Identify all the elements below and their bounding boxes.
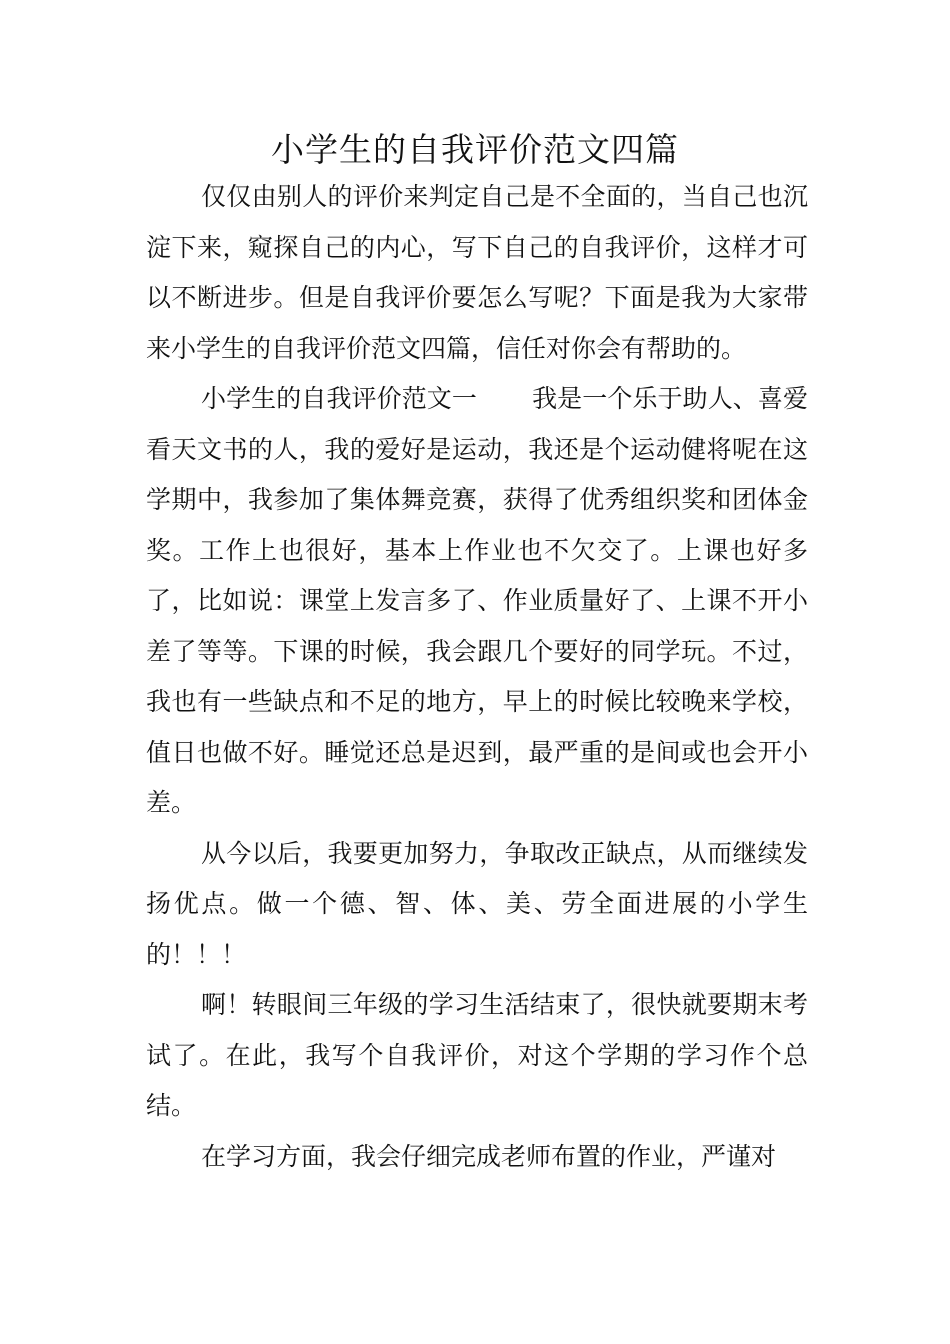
section-one-heading: 小学生的自我评价范文一 [201,384,477,413]
page-title: 小学生的自我评价范文四篇 [271,130,679,169]
document-body [146,172,808,1182]
section-one-text: 我是一个乐于助人、喜爱看天文书的人，我的爱好是运动，我还是个运动健将呢在这学期中，我参加了集体舞竞赛，获得了优秀组织奖和团体金奖。工作上也很好，基本上作业也不欠交了。上课也好多了，比如说：课堂上发言多了、作业质量好了、上课不开小差了等等。下课的时候，我会跟几个要好的同学玩。不过，我也有一些缺点和不足的地方，早上的时候比较晚来学校，值日也做不好。睡觉还总是迟到，最严重的是间或也会开小差。 [146,384,808,817]
section-two-study-paragraph: 在学习方面，我会仔细完成老师布置的作业，严谨对 [201,1141,777,1171]
intro-paragraph: 仅仅由别人的评价来判定自己是不全面的，当自己也沉淀下来，窥探自己的内心，写下自己的自我评价，这样才可以不断进步。但是自我评价要怎么写呢？下面是我为大家带来小学生的自我评价范文四篇，信任对你会有帮助的。 [146,182,808,363]
section-two-paragraph: 啊！转眼间三年级的学习生活结束了，很快就要期末考试了。在此，我写个自我评价，对这个学期的学习作个总结。 [146,990,808,1120]
section-one-paragraph [146,374,808,829]
section-one-closing-paragraph: 从今以后，我要更加努力，争取改正缺点，从而继续发扬优点。做一个德、智、体、美、劳全面进展的小学生的！！！ [146,838,808,969]
